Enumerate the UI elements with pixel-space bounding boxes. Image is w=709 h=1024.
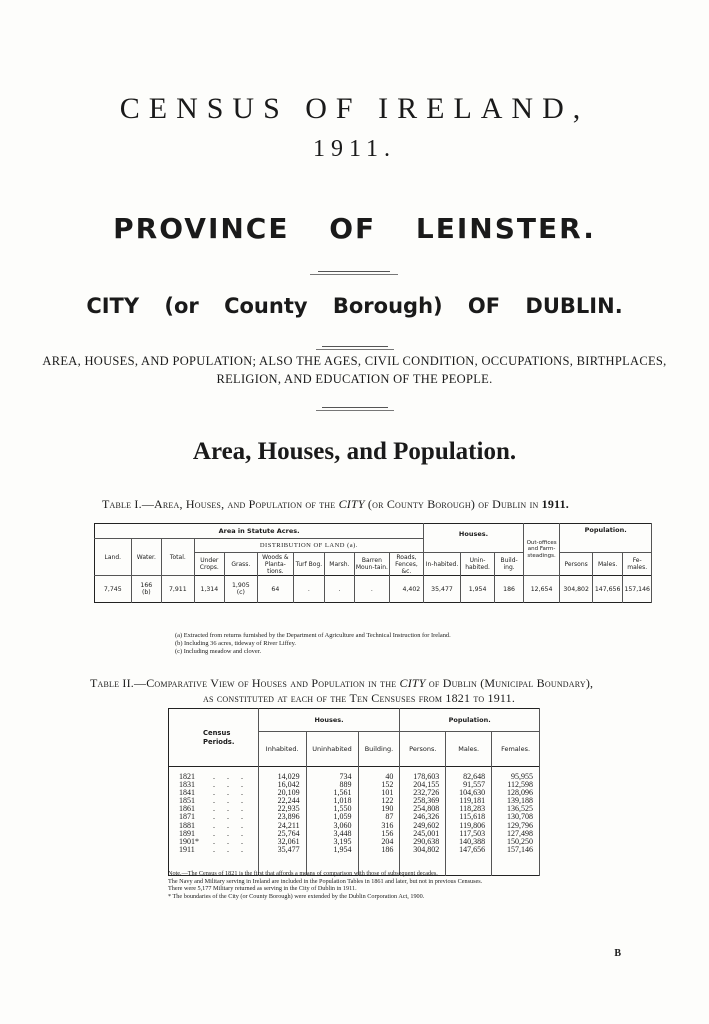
cell-building: 316 xyxy=(381,820,394,830)
table2-caption-line-2: as constituted at each of the Ten Censuses from 1821 to 1911. xyxy=(203,691,516,705)
cell-year xyxy=(179,846,258,854)
cell-persons: 232,726 xyxy=(413,788,440,798)
note-marker: (c) xyxy=(236,589,245,596)
cell-uninhabited: 3,195 xyxy=(333,836,352,846)
city-title: CITY (or County Borough) OF DUBLIN. xyxy=(86,294,623,318)
header-females: Fe-males. xyxy=(623,553,652,576)
cell-crops: 1,314 xyxy=(194,576,224,603)
cell-males: 104,630 xyxy=(459,788,486,798)
header-total: Total. xyxy=(162,539,195,576)
table2 xyxy=(168,708,540,876)
header-uninhabited: Uninhabited xyxy=(306,732,358,767)
header-roads: Roads, Fences, &c. xyxy=(389,553,424,576)
cell-females: 139,188 xyxy=(507,796,533,806)
cell-inhabited: 22,244 xyxy=(277,796,300,806)
cell-uninhabited: 1,561 xyxy=(333,788,352,798)
cell-inhabited: 35,477 xyxy=(424,576,461,603)
description-line-2: RELIGION, AND EDUCATION OF THE PEOPLE. xyxy=(216,372,493,386)
cell-uninhabited: 3,060 xyxy=(333,820,352,830)
province-title: PROVINCE OF LEINSTER. xyxy=(113,212,596,245)
cell-females: 130,708 xyxy=(507,812,533,822)
cell-persons: 254,808 xyxy=(413,804,440,814)
header-persons: Persons xyxy=(560,553,593,576)
cell-persons: 245,001 xyxy=(413,828,440,838)
cell-males: 119,806 xyxy=(459,820,486,830)
cell-building: 186 xyxy=(495,576,523,603)
cell-females: 128,096 xyxy=(507,788,533,798)
cell-persons: 246,326 xyxy=(413,812,440,822)
cell-uninhabited: 3,448 xyxy=(333,828,352,838)
cell-females: 112,598 xyxy=(507,780,533,790)
period-year: 1861 xyxy=(179,804,195,814)
census-year: 1911. xyxy=(312,136,397,162)
table-body xyxy=(169,767,540,876)
header-houses: Houses. xyxy=(258,709,400,732)
leader-dots: . . . xyxy=(213,812,243,822)
leader-dots: . . . xyxy=(213,836,243,846)
header-distribution: DISTRIBUTION OF LAND (a). xyxy=(194,539,424,553)
description-line-1: AREA, HOUSES, AND POPULATION; ALSO THE AGES, CIVIL CONDITION, OCCUPATIONS, BIRTHPLACES, xyxy=(42,354,667,368)
divider xyxy=(316,410,394,411)
note-3: There were 5,177 Military returned as serving in the City of Dublin in 1911. xyxy=(168,885,357,893)
cell-total: 7,911 xyxy=(162,576,195,603)
header-population: Population. xyxy=(560,524,652,553)
cell-inhabited: 22,935 xyxy=(277,804,300,814)
cell-inhabited: 20,109 xyxy=(277,788,300,798)
header-females: Females. xyxy=(492,732,540,767)
cell-water: 166 (b) xyxy=(131,576,161,603)
header-marsh: Marsh. xyxy=(324,553,354,576)
note-c: (c) Including meadow and clover. xyxy=(175,648,262,656)
cell-males: 147,656 xyxy=(592,576,622,603)
cell-males: 115,618 xyxy=(459,812,486,822)
cell-building: 156 xyxy=(381,828,394,838)
cell-females: 157,146 xyxy=(507,844,533,854)
header-bog: Turf Bog. xyxy=(294,553,324,576)
cell-inhabited: 14,029 xyxy=(277,772,300,781)
period-year: 1881 xyxy=(179,820,195,830)
divider xyxy=(316,349,394,350)
header-uninhabited: Unin-habited. xyxy=(460,553,495,576)
column-males xyxy=(446,767,492,876)
period-year: 1871 xyxy=(179,812,195,822)
column-building xyxy=(358,767,400,876)
note-a: (a) Extracted from returns furnished by the Department of Agriculture and Technical Instruction for Ireland. xyxy=(175,632,451,639)
cell-males: 82,648 xyxy=(463,772,486,781)
section-title: Area, Houses, and Population. xyxy=(192,438,517,465)
period-year: 1821 xyxy=(179,772,195,781)
column-inhabited xyxy=(258,767,306,876)
cell-males: 91,557 xyxy=(463,780,486,790)
divider xyxy=(310,274,398,275)
cell-males: 140,388 xyxy=(459,836,486,846)
cell-woods: 64 xyxy=(257,576,294,603)
cell-inhabited: 16,042 xyxy=(277,780,300,790)
leader-dots: . . . xyxy=(213,772,243,781)
note-2: The Navy and Military serving in Ireland are included in the Population Tables in 1861 and later, but not in previous Censuses. xyxy=(168,877,483,885)
header-barren: Barren Moun-tain. xyxy=(355,553,390,576)
cell-building: 101 xyxy=(381,788,394,798)
table2-notes xyxy=(168,870,482,900)
cell-persons: 304,802 xyxy=(413,844,440,854)
description xyxy=(0,352,709,388)
period-year: 1851 xyxy=(179,796,195,806)
cell-building: 152 xyxy=(381,780,394,790)
header-area: Area in Statute Acres. xyxy=(95,524,424,539)
cell-building: 40 xyxy=(385,772,394,781)
cell-building: 122 xyxy=(381,796,394,806)
header-persons: Persons. xyxy=(400,732,446,767)
cell-uninhabited: 1,059 xyxy=(333,812,352,822)
divider xyxy=(322,346,388,347)
cell-uninhabited: 1,954 xyxy=(333,844,352,854)
period-year: 1891 xyxy=(179,828,195,838)
note-1: Note.—The Census of 1821 is the first that affords a means of comparison with those of subsequent decades. xyxy=(168,870,438,877)
header-water: Water. xyxy=(131,539,161,576)
column-females xyxy=(492,767,540,876)
leader-dots: . . . xyxy=(213,804,243,814)
leader-dots: . . . xyxy=(213,780,243,790)
leader-dots: . . . xyxy=(213,796,243,806)
cell-inhabited: 24,211 xyxy=(277,820,300,830)
leader-dots: . . . xyxy=(213,788,243,798)
cell-inhabited: 35,477 xyxy=(277,844,300,854)
cell-building: 186 xyxy=(381,844,394,854)
cell-males: 147,656 xyxy=(459,844,486,854)
census-title: CENSUS OF IRELAND, xyxy=(119,92,590,125)
note-marker: (b) xyxy=(141,589,151,596)
cell-persons: 178,603 xyxy=(413,772,440,781)
header-building: Build-ing. xyxy=(495,553,523,576)
cell-building: 204 xyxy=(381,836,394,846)
cell-inhabited: 23,896 xyxy=(277,812,300,822)
period-year: 1841 xyxy=(179,788,195,798)
period-year: 1901* xyxy=(179,836,199,846)
header-grass: Grass. xyxy=(225,553,258,576)
cell-inhabited: 32,061 xyxy=(277,836,300,846)
cell-persons: 304,802 xyxy=(560,576,593,603)
leader-dots: . . . xyxy=(213,828,243,838)
header-woods: Woods & Planta-tions. xyxy=(257,553,294,576)
cell-land: 7,745 xyxy=(95,576,132,603)
cell-persons: 249,602 xyxy=(413,820,440,830)
cell-females: 129,796 xyxy=(507,820,533,830)
header-out-offices: Out-offices and Farm-steadings. xyxy=(523,524,560,576)
leader-dots: . . . xyxy=(213,820,243,830)
cell-bog: . xyxy=(294,576,324,603)
cell-females: 150,250 xyxy=(507,836,533,846)
leader-dots: . . . xyxy=(213,844,243,854)
cell-uninhabited: 734 xyxy=(339,772,352,781)
cell-persons: 204,155 xyxy=(413,780,440,790)
header-land: Land. xyxy=(95,539,132,576)
period-year: 1911 xyxy=(179,844,195,854)
page-letter: B xyxy=(614,948,621,959)
header-population: Population. xyxy=(400,709,540,732)
column-year xyxy=(169,767,259,876)
cell-uninhabited: 1,018 xyxy=(333,796,352,806)
cell-building: 190 xyxy=(381,804,394,814)
table1-caption: Table I.—Area, Houses, and Population of the CITY (or County Borough) of Dublin in 1911. xyxy=(102,497,569,511)
header-males: Males. xyxy=(446,732,492,767)
cell-uninhabited: 1,550 xyxy=(333,804,352,814)
header-building: Building. xyxy=(358,732,400,767)
cell-males: 118,283 xyxy=(459,804,486,814)
table2-caption-line-1: Table II.—Comparative View of Houses and Population in the CITY of Dublin (Municipal Boundary), xyxy=(90,676,594,690)
cell-marsh: . xyxy=(324,576,354,603)
column-uninhabited xyxy=(306,767,358,876)
cell-roads: 4,402 xyxy=(389,576,424,603)
cell-persons: 290,638 xyxy=(413,836,440,846)
cell-inhabited: 25,764 xyxy=(277,828,300,838)
cell-females: 95,955 xyxy=(511,772,533,781)
header-inhabited: Inhabited. xyxy=(258,732,306,767)
period-year: 1831 xyxy=(179,780,195,790)
header-houses: Houses. xyxy=(424,524,524,553)
cell-females: 136,525 xyxy=(507,804,533,814)
cell-females: 127,498 xyxy=(507,828,533,838)
note-4: * The boundaries of the City (or County Borough) were extended by the Dublin Corporation Act, 1900. xyxy=(168,892,425,900)
cell-females: 157,146 xyxy=(623,576,652,603)
table1 xyxy=(94,523,652,603)
cell-barren: . xyxy=(355,576,390,603)
header-inhabited: In-habited. xyxy=(424,553,461,576)
cell-males: 119,181 xyxy=(459,796,486,806)
cell-building: 87 xyxy=(385,812,394,822)
divider xyxy=(322,407,388,408)
header-males: Males. xyxy=(592,553,622,576)
note-b: (b) Including 36 acres, tideway of River Liffey. xyxy=(175,640,297,648)
cell-uninhabited: 889 xyxy=(339,780,352,790)
header-crops: Under Crops. xyxy=(194,553,224,576)
cell-uninhabited: 1,954 xyxy=(460,576,495,603)
cell-persons: 258,369 xyxy=(413,796,440,806)
header-census-periods: Census Periods. xyxy=(169,709,259,767)
cell-grass: 1,905 (c) xyxy=(225,576,258,603)
divider xyxy=(318,271,390,272)
table-row xyxy=(95,576,652,603)
cell-out: 12,654 xyxy=(523,576,560,603)
table1-notes xyxy=(175,632,451,657)
column-persons xyxy=(400,767,446,876)
cell-males: 117,503 xyxy=(459,828,486,838)
